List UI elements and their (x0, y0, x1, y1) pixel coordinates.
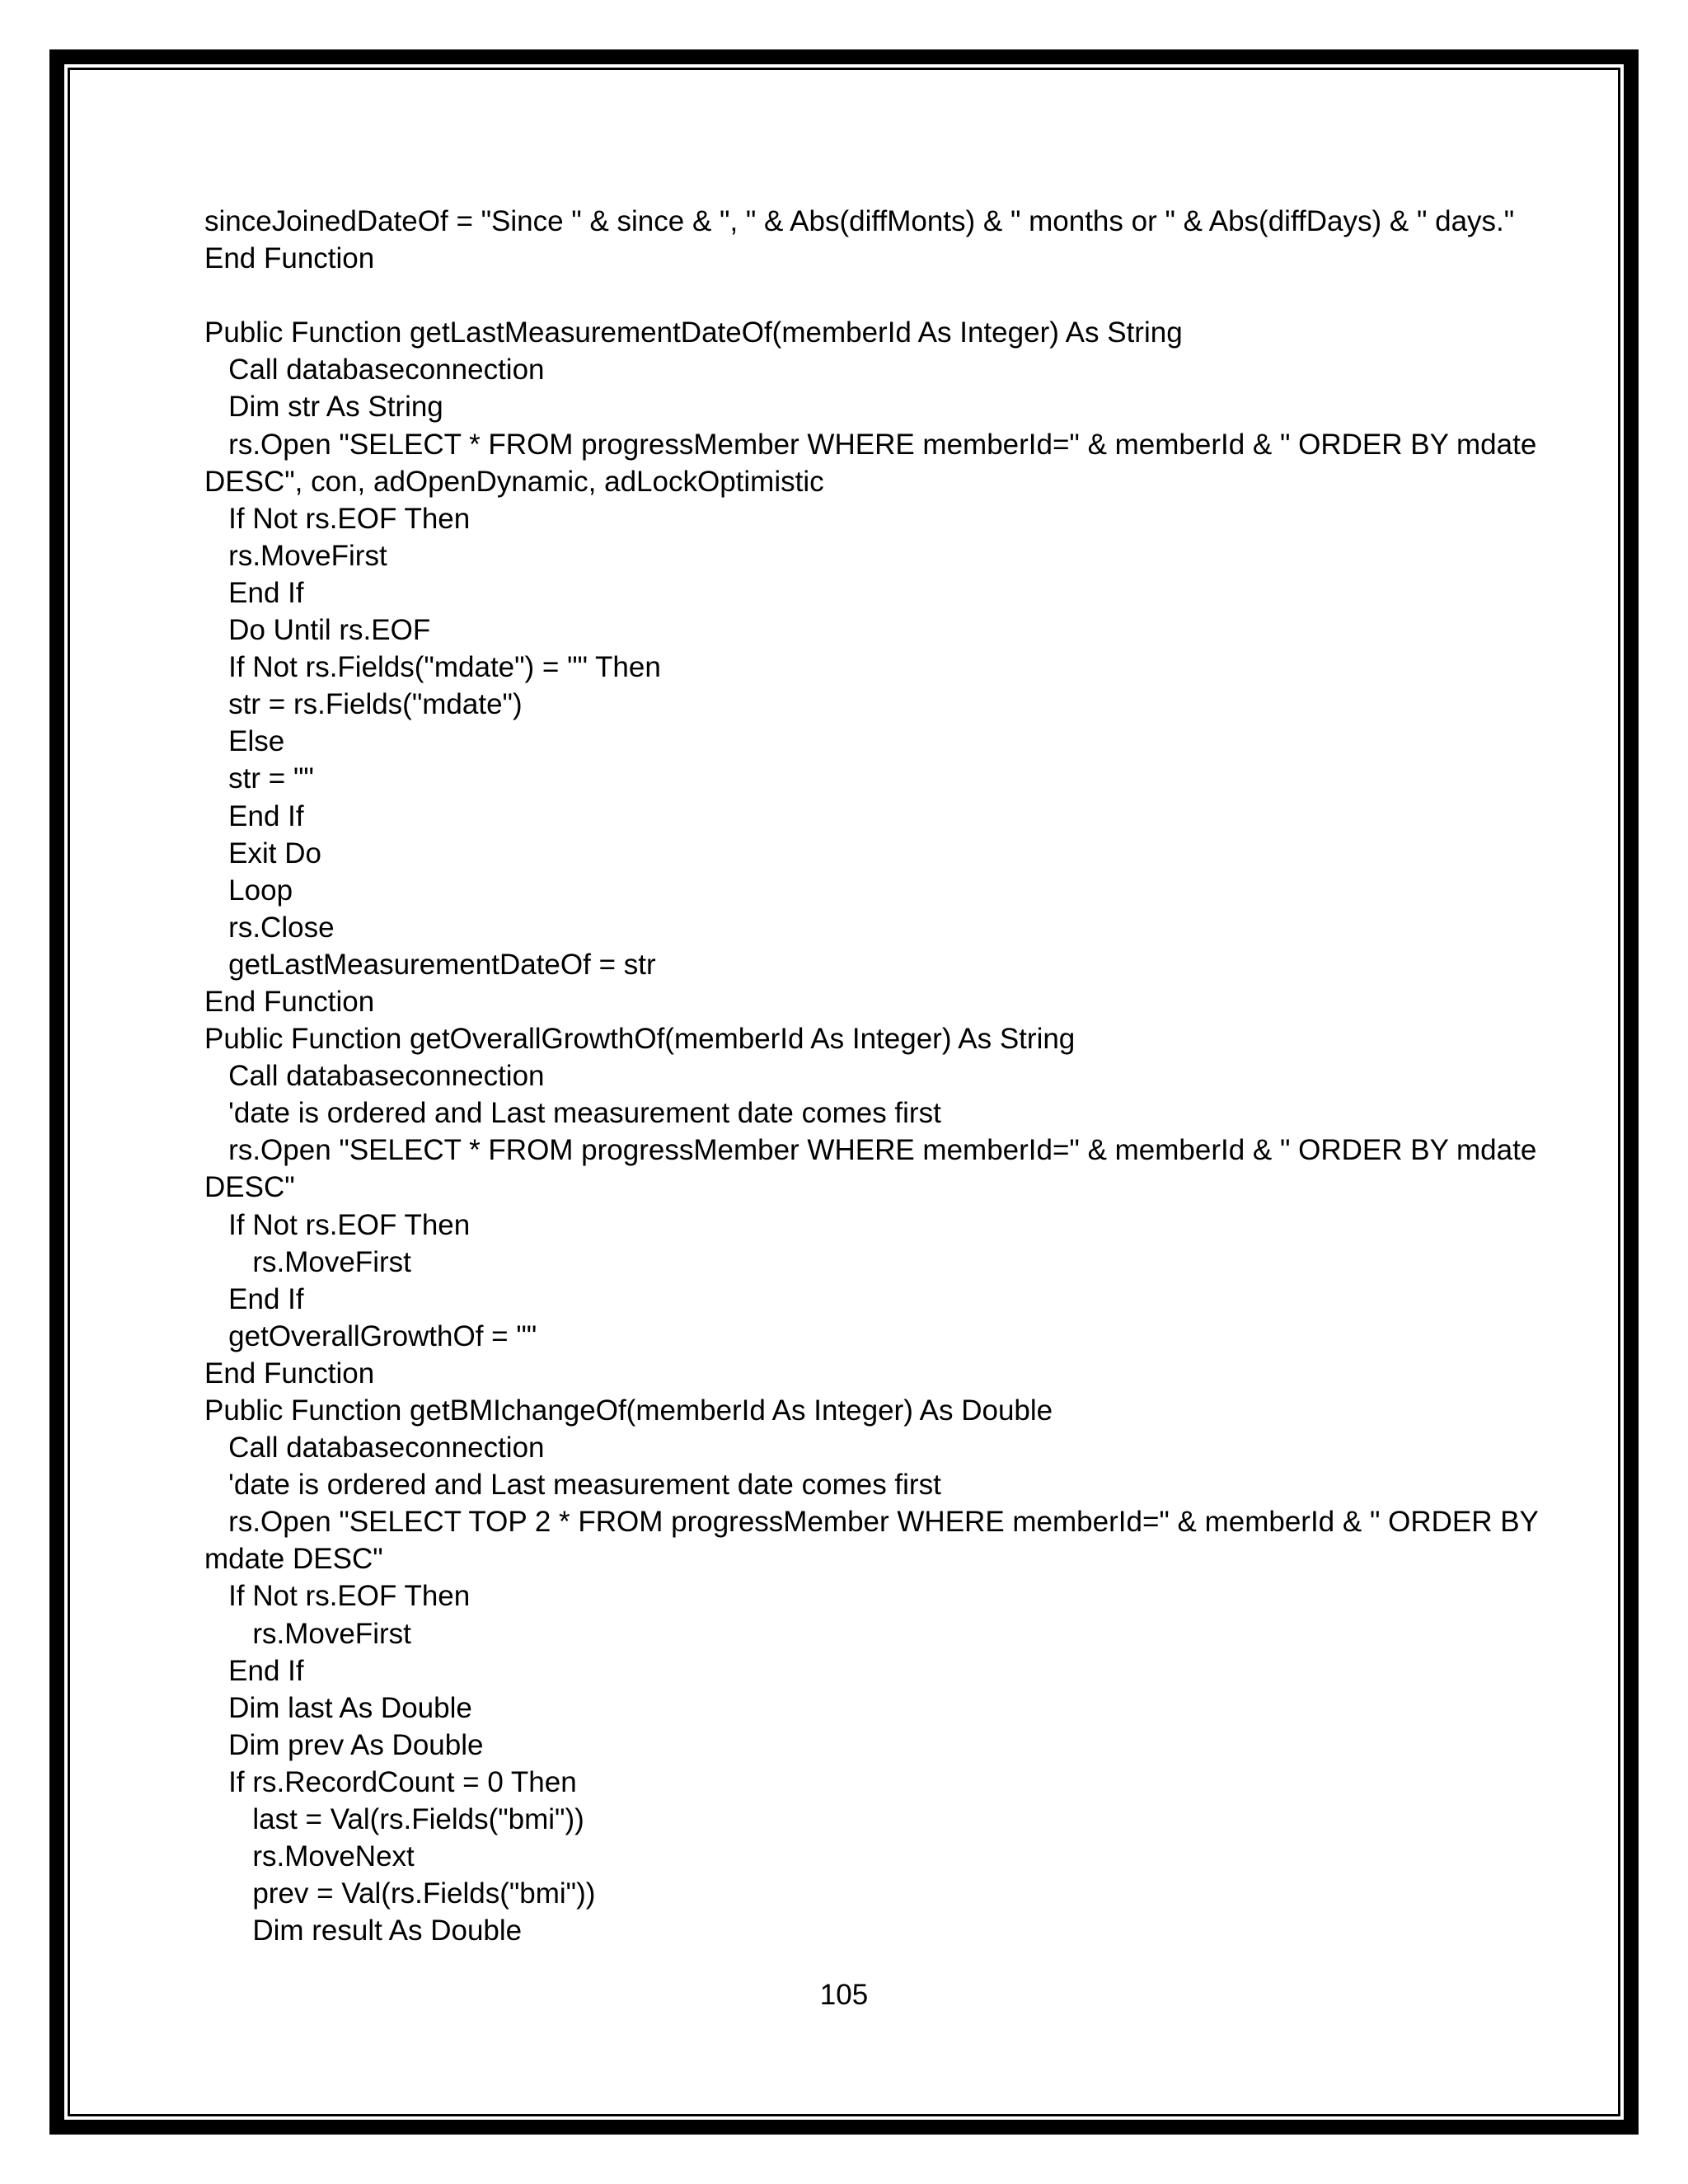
code-line: Call databaseconnection (204, 1060, 545, 1093)
code-line: rs.MoveFirst (204, 1245, 411, 1278)
code-line: Exit Do (204, 837, 321, 869)
code-line: prev = Val(rs.Fields("bmi")) (204, 1877, 596, 1910)
code-line: rs.MoveNext (204, 1840, 415, 1873)
code-line (204, 277, 1490, 314)
code-line: rs.Open "SELECT * FROM progressMember WHERE memberId=" & memberId & " ORDER BY mdate (204, 428, 1537, 461)
code-line: If Not rs.EOF Then (204, 1208, 471, 1241)
code-line: DESC", con, adOpenDynamic, adLockOptimistic (204, 465, 824, 498)
code-line: Else (204, 725, 285, 758)
code-line: rs.Open "SELECT TOP 2 * FROM progressMember WHERE memberId=" & memberId & " ORDER BY (204, 1506, 1539, 1539)
code-line: rs.Close (204, 911, 335, 944)
code-line: Dim last As Double (204, 1691, 472, 1724)
code-line: str = rs.Fields("mdate") (204, 688, 523, 721)
code-line: Dim str As String (204, 391, 443, 424)
code-line: rs.MoveFirst (204, 1617, 411, 1650)
code-line: Call databaseconnection (204, 1432, 545, 1465)
code-line: Public Function getOverallGrowthOf(memberId As Integer) As String (204, 1023, 1076, 1056)
code-line: Do Until rs.EOF (204, 614, 431, 647)
code-line: 'date is ordered and Last measurement date comes first (204, 1097, 941, 1130)
code-line: rs.Open "SELECT * FROM progressMember WHERE memberId=" & memberId & " ORDER BY mdate (204, 1134, 1537, 1167)
code-line: getLastMeasurementDateOf = str (204, 948, 656, 981)
code-line: End If (204, 799, 304, 832)
code-line: Dim result As Double (204, 1915, 523, 1947)
code-line: End If (204, 576, 304, 609)
code-line: Public Function getBMIchangeOf(memberId As Integer) As Double (204, 1394, 1053, 1427)
code-line: Call databaseconnection (204, 354, 545, 387)
code-line: last = Val(rs.Fields("bmi")) (204, 1803, 584, 1836)
code-line: mdate DESC" (204, 1543, 383, 1576)
code-line: Dim prev As Double (204, 1728, 484, 1761)
code-listing (204, 203, 1539, 1949)
code-line: If Not rs.EOF Then (204, 502, 471, 535)
code-line: str = "" (204, 762, 314, 795)
code-line: End Function (204, 985, 375, 1018)
code-line: If Not rs.Fields("mdate") = "" Then (204, 651, 661, 684)
code-line: rs.MoveFirst (204, 539, 387, 572)
code-line: Public Function getLastMeasurementDateOf(memberId As Integer) As String (204, 316, 1183, 349)
code-line: End If (204, 1654, 304, 1687)
code-line: If Not rs.EOF Then (204, 1580, 471, 1613)
code-line: End If (204, 1282, 304, 1315)
code-line: End Function (204, 1357, 375, 1390)
page-number: 105 (819, 1979, 869, 2011)
code-line: 'date is ordered and Last measurement date comes first (204, 1469, 941, 1502)
code-line: sinceJoinedDateOf = "Since " & since & ", " & Abs(diffMonts) & " months or " & Abs(diffDays) & " days." (204, 205, 1515, 237)
code-line: getOverallGrowthOf = "" (204, 1319, 537, 1352)
code-line: If rs.RecordCount = 0 Then (204, 1765, 577, 1798)
code-line: End Function (204, 242, 375, 275)
code-line: DESC" (204, 1171, 295, 1204)
code-line: Loop (204, 874, 293, 907)
